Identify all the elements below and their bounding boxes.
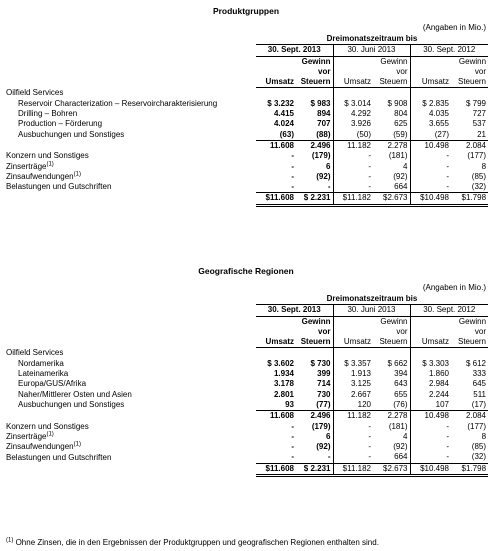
header-row-columns [4,316,488,348]
col-gewinn-line: Steuern [379,77,408,87]
col-gewinn-line: Gewinn [458,316,487,326]
cell-value: (32) [471,182,487,192]
row-label-text: Nordamerika [18,358,64,368]
cell-value: - [410,151,451,161]
cell-value [410,348,451,359]
period-label: 30. Sept. 2012 [410,305,488,316]
cell-value: (85) [471,171,487,181]
row-label [4,130,256,141]
cell-value: $ 730 [310,358,331,368]
row-label [4,379,256,389]
cell-value: (50) [333,130,373,141]
footnote-ref: (1) [73,171,81,178]
cell-value: (59) [393,129,408,139]
cell-value: - [291,431,294,441]
col-gewinn-line: Steuern [379,337,408,347]
cell-value: 4 [403,431,408,441]
table-row [4,172,488,182]
table-row [4,379,488,389]
row-label [4,193,256,205]
cell-value: (27) [410,130,451,141]
row-label [4,99,256,109]
cell-value: - [410,442,451,452]
geographic-regions-table [4,294,488,477]
cell-value: 2.278 [373,140,410,151]
col-gewinn-line: vor [396,326,408,336]
footnote-text: Ohne Zinsen, die in den Ergebnissen der Produktgruppen und geografischen Regionen enthalten sind. [13,538,379,547]
product-groups-table [4,34,488,207]
cell-value: 2.084 [451,411,488,422]
cell-value [256,88,296,99]
cell-value: 2.801 [273,389,294,399]
cell-value: 6 [326,431,331,441]
cell-value: 394 [394,369,408,379]
col-umsatz: Umsatz [410,316,451,348]
col-gewinn-vor-steuern [373,56,410,88]
footnote-marker: (1) [6,537,14,544]
header-empty [4,305,256,316]
col-umsatz: Umsatz [333,316,373,348]
cell-value: $2.673 [373,463,410,475]
header-empty [4,316,256,348]
cell-value: - [333,172,373,182]
row-label-text: Ausbuchungen und Sonstiges [18,129,125,139]
cell-value: 120 [333,400,373,411]
row-label-text: Drilling – Bohren [18,109,78,119]
period-header: Dreimonatszeitraum bis [256,34,488,45]
cell-value: $10.498 [410,193,451,205]
row-label-text: Oilfield Services [6,348,64,358]
period-header: Dreimonatszeitraum bis [256,294,488,305]
cell-value: 645 [472,379,487,389]
cell-value: - [291,452,294,462]
row-label [4,452,256,463]
col-gewinn-line: vor [474,326,487,336]
col-gewinn-vor-steuern [296,316,333,348]
row-label-text: Oilfield Services [6,88,64,98]
cell-value: 333 [472,369,487,379]
cell-value: 727 [472,109,487,119]
section2-unit-note: (Angaben in Mio.) [422,283,486,292]
table-row [4,130,488,141]
cell-value: (88) [316,129,331,139]
cell-value [451,88,488,99]
cell-value: - [410,452,451,463]
row-label [4,400,256,411]
cell-value: 894 [317,109,331,119]
cell-value: (92) [393,171,408,181]
cell-value: 714 [317,379,331,389]
row-label-text: Ausbuchungen und Sonstiges [18,400,125,410]
row-label [4,422,256,432]
cell-value: 707 [317,119,331,129]
cell-value: (77) [316,399,331,409]
cell-value: $ 612 [465,358,487,368]
cell-value: - [410,422,451,432]
col-gewinn-line: Steuern [457,77,487,87]
row-label [4,463,256,475]
period-label: 30. Sept. 2012 [410,45,488,56]
cell-value: $ 799 [465,98,487,108]
cell-value [410,88,451,99]
cell-value: - [291,161,294,171]
row-label [4,359,256,369]
header-row-dates [4,45,488,56]
header-empty [4,34,256,45]
cell-value: $11.608 [256,463,296,475]
section1-title: Produktgruppen [212,6,280,16]
row-label [4,162,256,172]
cell-value: 3.125 [333,379,373,389]
cell-value: 93 [285,399,294,409]
cell-value: - [333,442,373,452]
cell-value: - [333,432,373,442]
cell-value: - [333,162,373,172]
cell-value: - [410,162,451,172]
cell-value: 21 [477,129,487,139]
cell-value: $2.673 [373,193,410,205]
cell-value: (32) [471,452,487,462]
cell-value: 1.934 [273,369,294,379]
header-row-period [4,294,488,305]
row-label-text: Belastungen und Gutschriften [6,182,112,192]
cell-value: $ 2.231 [296,193,333,205]
cell-value [256,348,296,359]
row-label [4,109,256,119]
cell-value: (177) [467,151,487,161]
subtotal-row [4,411,488,422]
cell-value: (179) [311,421,331,431]
cell-value: 2.984 [410,379,451,389]
col-gewinn-line: Gewinn [458,56,487,66]
table-row [4,88,488,99]
cell-value: 2.084 [451,140,488,151]
cell-value: 2.244 [410,390,451,400]
header-row-dates [4,305,488,316]
header-row-columns [4,56,488,88]
header-empty [4,56,256,88]
cell-value [451,348,488,359]
col-gewinn-line: Steuern [300,77,331,87]
cell-value: $ 3.303 [410,359,451,369]
cell-value: 730 [317,389,331,399]
row-label [4,348,256,359]
cell-value: - [410,172,451,182]
period-label: 30. Sept. 2013 [256,45,333,56]
cell-value: $11.182 [333,193,373,205]
row-label-text: Zinserträge [6,161,47,171]
header-row-period [4,34,488,45]
section2-title: Geografische Regionen [198,266,294,276]
cell-value: $ 3.602 [267,358,294,368]
row-label [4,119,256,129]
cell-value: $ 983 [310,98,331,108]
cell-value: 4 [403,161,408,171]
total-row [4,463,488,475]
cell-value: $ 908 [387,98,408,108]
row-label [4,442,256,452]
cell-value: 2.667 [333,390,373,400]
cell-value: (92) [316,442,331,452]
cell-value: 2.496 [296,411,333,422]
cell-value: 11.182 [333,140,373,151]
table-row [4,348,488,359]
cell-value: 664 [394,452,408,462]
row-label-text: Konzern und Sonstiges [6,421,89,431]
cell-value: - [333,422,373,432]
cell-value: - [333,182,373,193]
cell-value: $ 3.232 [267,98,294,108]
col-gewinn-line: Gewinn [301,316,331,326]
table-row [4,452,488,463]
row-label-text: Naher/Mittlerer Osten und Asien [18,389,132,399]
cell-value: 655 [394,389,408,399]
cell-value: (63) [279,129,294,139]
row-label-text: Reservoir Characterization – Reservoircharakterisierung [18,98,218,108]
cell-value [373,88,410,99]
table-row [4,422,488,432]
header-empty [4,45,256,56]
row-label [4,172,256,182]
cell-value: (177) [467,421,487,431]
cell-value: 4.415 [273,109,294,119]
period-label: 30. Juni 2013 [333,45,410,56]
row-label-text: Europa/GUS/Afrika [18,379,87,389]
cell-value [333,88,373,99]
footnote-ref: (1) [46,431,54,438]
row-label-text: Belastungen und Gutschriften [6,452,112,462]
col-gewinn-vor-steuern [296,56,333,88]
row-label [4,432,256,442]
cell-value: 2.496 [296,140,333,151]
cell-value: $ 662 [387,358,408,368]
cell-value: 1.913 [333,369,373,379]
row-label-text: Zinsaufwendungen [6,171,74,181]
table-row [4,390,488,400]
cell-value: 511 [473,389,487,399]
cell-value: (92) [316,171,331,181]
row-label [4,140,256,151]
cell-value: 4.292 [333,109,373,119]
cell-value [373,348,410,359]
table-row [4,369,488,379]
cell-value: $ 3.014 [333,99,373,109]
cell-value: $ 3.357 [333,359,373,369]
cell-value: 2.278 [373,411,410,422]
cell-value: 10.498 [410,140,451,151]
cell-value: 11.182 [333,411,373,422]
footnote [6,538,379,547]
table-row [4,400,488,411]
cell-value: 1.860 [410,369,451,379]
cell-value: (181) [388,151,408,161]
row-label [4,369,256,379]
table-row [4,359,488,369]
footnote-ref: (1) [46,160,54,167]
cell-value: 3.926 [333,119,373,129]
cell-value: 4.035 [410,109,451,119]
row-label [4,411,256,422]
table-row [4,151,488,161]
col-gewinn-line: Gewinn [380,316,408,326]
cell-value: 3.178 [273,379,294,389]
cell-value: 11.608 [256,411,296,422]
table-row [4,109,488,119]
cell-value: $11.182 [333,463,373,475]
col-gewinn-line: Steuern [457,337,487,347]
col-umsatz: Umsatz [256,316,296,348]
header-empty [4,294,256,305]
row-label-text: Konzern und Sonstiges [6,151,89,161]
subtotal-row [4,140,488,151]
cell-value: 804 [394,109,408,119]
cell-value: - [291,442,294,452]
cell-value: 399 [317,369,331,379]
col-gewinn-line: vor [474,66,487,76]
row-label [4,182,256,193]
cell-value: 3.655 [410,119,451,129]
cell-value: (17) [471,399,487,409]
cell-value: - [291,171,294,181]
cell-value: 537 [472,119,487,129]
cell-value: 6 [326,161,331,171]
cell-value [333,348,373,359]
col-gewinn-line: Gewinn [380,56,408,66]
cell-value: $10.498 [410,463,451,475]
row-label-text: Production – Förderung [18,119,103,129]
cell-value: - [327,452,331,462]
period-label: 30. Juni 2013 [333,305,410,316]
cell-value: (179) [311,151,331,161]
col-umsatz: Umsatz [333,56,373,88]
col-umsatz: Umsatz [410,56,451,88]
table-row [4,442,488,452]
cell-value: - [410,432,451,442]
cell-value: 625 [394,119,408,129]
row-label [4,151,256,161]
col-gewinn-line: Gewinn [301,56,331,66]
cell-value: (92) [393,442,408,452]
row-label-text: Zinsaufwendungen [6,442,74,452]
cell-value: - [410,182,451,193]
row-label [4,88,256,99]
cell-value: - [291,421,294,431]
col-gewinn-line: vor [318,326,331,336]
row-label-text: Lateinamerika [18,369,69,379]
col-gewinn-line: vor [396,66,408,76]
table-row [4,99,488,109]
cell-value: $11.608 [256,193,296,205]
cell-value: - [333,151,373,161]
cell-value: $1.798 [451,463,488,475]
cell-value: - [333,452,373,463]
cell-value: 643 [394,379,408,389]
cell-value: 10.498 [410,411,451,422]
col-gewinn-vor-steuern [373,316,410,348]
cell-value [296,88,333,99]
cell-value: $ 2.835 [410,99,451,109]
table-row [4,182,488,193]
cell-value: - [327,182,331,192]
col-umsatz: Umsatz [256,56,296,88]
cell-value: - [291,151,294,161]
cell-value: - [291,182,294,192]
col-gewinn-vor-steuern [451,56,488,88]
col-gewinn-vor-steuern [451,316,488,348]
cell-value: (76) [393,399,408,409]
col-gewinn-line: Steuern [300,337,331,347]
cell-value: 107 [410,400,451,411]
cell-value: $1.798 [451,193,488,205]
cell-value: 8 [481,431,487,441]
footnote-ref: (1) [73,441,81,448]
cell-value: 8 [481,161,487,171]
cell-value [296,348,333,359]
cell-value: 664 [394,182,408,192]
row-label-text: Zinserträge [6,431,47,441]
section1-unit-note: (Angaben in Mio.) [422,23,486,32]
col-gewinn-line: vor [318,66,331,76]
row-label [4,390,256,400]
cell-value: 4.024 [273,119,294,129]
table-row [4,119,488,129]
cell-value: $ 2.231 [296,463,333,475]
cell-value: 11.608 [256,140,296,151]
cell-value: (85) [471,442,487,452]
cell-value: (181) [388,421,408,431]
total-row [4,193,488,205]
period-label: 30. Sept. 2013 [256,305,333,316]
